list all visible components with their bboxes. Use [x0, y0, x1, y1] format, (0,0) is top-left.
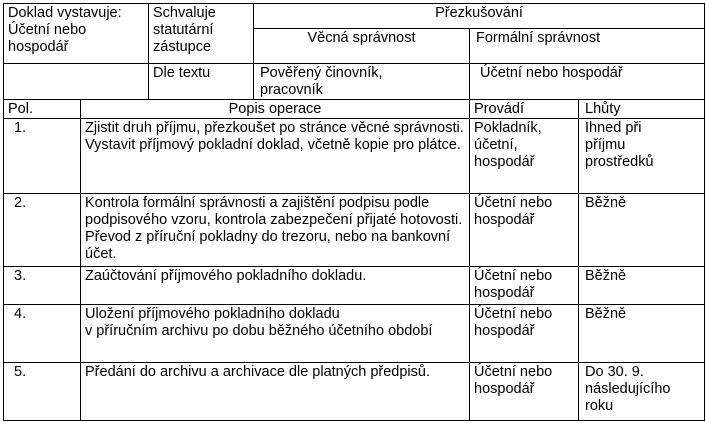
issued-by-cell: Doklad vystavuje: Účetní nebo hospodář — [4, 4, 149, 64]
row-description: Zaúčtování příjmového pokladního dokladu. — [81, 267, 470, 305]
row-deadline: Ihned při příjmu prostředků — [579, 119, 705, 194]
row-pos: 5. — [4, 363, 81, 421]
row-pos: 4. — [4, 305, 81, 363]
row-performer: Pokladník, účetní, hospodář — [470, 119, 579, 194]
formal-correctness-header: Formální správnost — [470, 29, 705, 64]
table-row — [4, 363, 705, 421]
col-description-header: Popis operace — [81, 100, 470, 119]
table-row — [4, 267, 705, 305]
row-deadline: Do 30. 9. následujícího roku — [579, 363, 705, 421]
col-performer-header: Provádí — [470, 100, 579, 119]
row-description: Kontrola formální správnosti a zajištění podpisu podle podpisového vzoru, kontrola zabezpečení přijaté hotovosti. Převod z příruční pokladny do trezoru, nebo na bankovní účet. — [81, 194, 470, 267]
row-performer: Účetní nebo hospodář — [470, 194, 579, 267]
row-performer: Účetní nebo hospodář — [470, 363, 579, 421]
table-row — [4, 194, 705, 267]
row-deadline: Běžně — [579, 305, 705, 363]
table-row — [4, 119, 705, 194]
row-pos: 2. — [4, 194, 81, 267]
procedure-table — [3, 3, 705, 421]
table-row — [4, 305, 705, 363]
row-performer: Účetní nebo hospodář — [470, 305, 579, 363]
header-row-3 — [4, 64, 705, 100]
formal-value: Účetní nebo hospodář — [470, 64, 705, 100]
approved-value: Dle textu — [149, 64, 254, 100]
row-pos: 1. — [4, 119, 81, 194]
row-description: Uložení příjmového pokladního dokladu v příručním archivu po dobu běžného účetního období — [81, 305, 470, 363]
review-header: Přezkušování — [254, 4, 705, 29]
substantive-correctness-header: Věcná správnost — [254, 29, 470, 64]
col-deadline-header: Lhůty — [579, 100, 705, 119]
header-row-1 — [4, 4, 705, 29]
issued-by-value — [4, 64, 149, 100]
substantive-value: Pověřený činovník, pracovník — [254, 64, 470, 100]
row-deadline: Běžně — [579, 194, 705, 267]
row-pos: 3. — [4, 267, 81, 305]
col-pos-header: Pol. — [4, 100, 81, 119]
column-header-row — [4, 100, 705, 119]
approved-by-cell: Schvaluje statutární zástupce — [149, 4, 254, 64]
row-description: Zjistit druh příjmu, přezkoušet po stránce věcné správnosti. Vystavit příjmový pokladní doklad, včetně kopie pro plátce. — [81, 119, 470, 194]
row-deadline: Běžně — [579, 267, 705, 305]
row-performer: Účetní nebo hospodář — [470, 267, 579, 305]
row-description: Předání do archivu a archivace dle platných předpisů. — [81, 363, 470, 421]
